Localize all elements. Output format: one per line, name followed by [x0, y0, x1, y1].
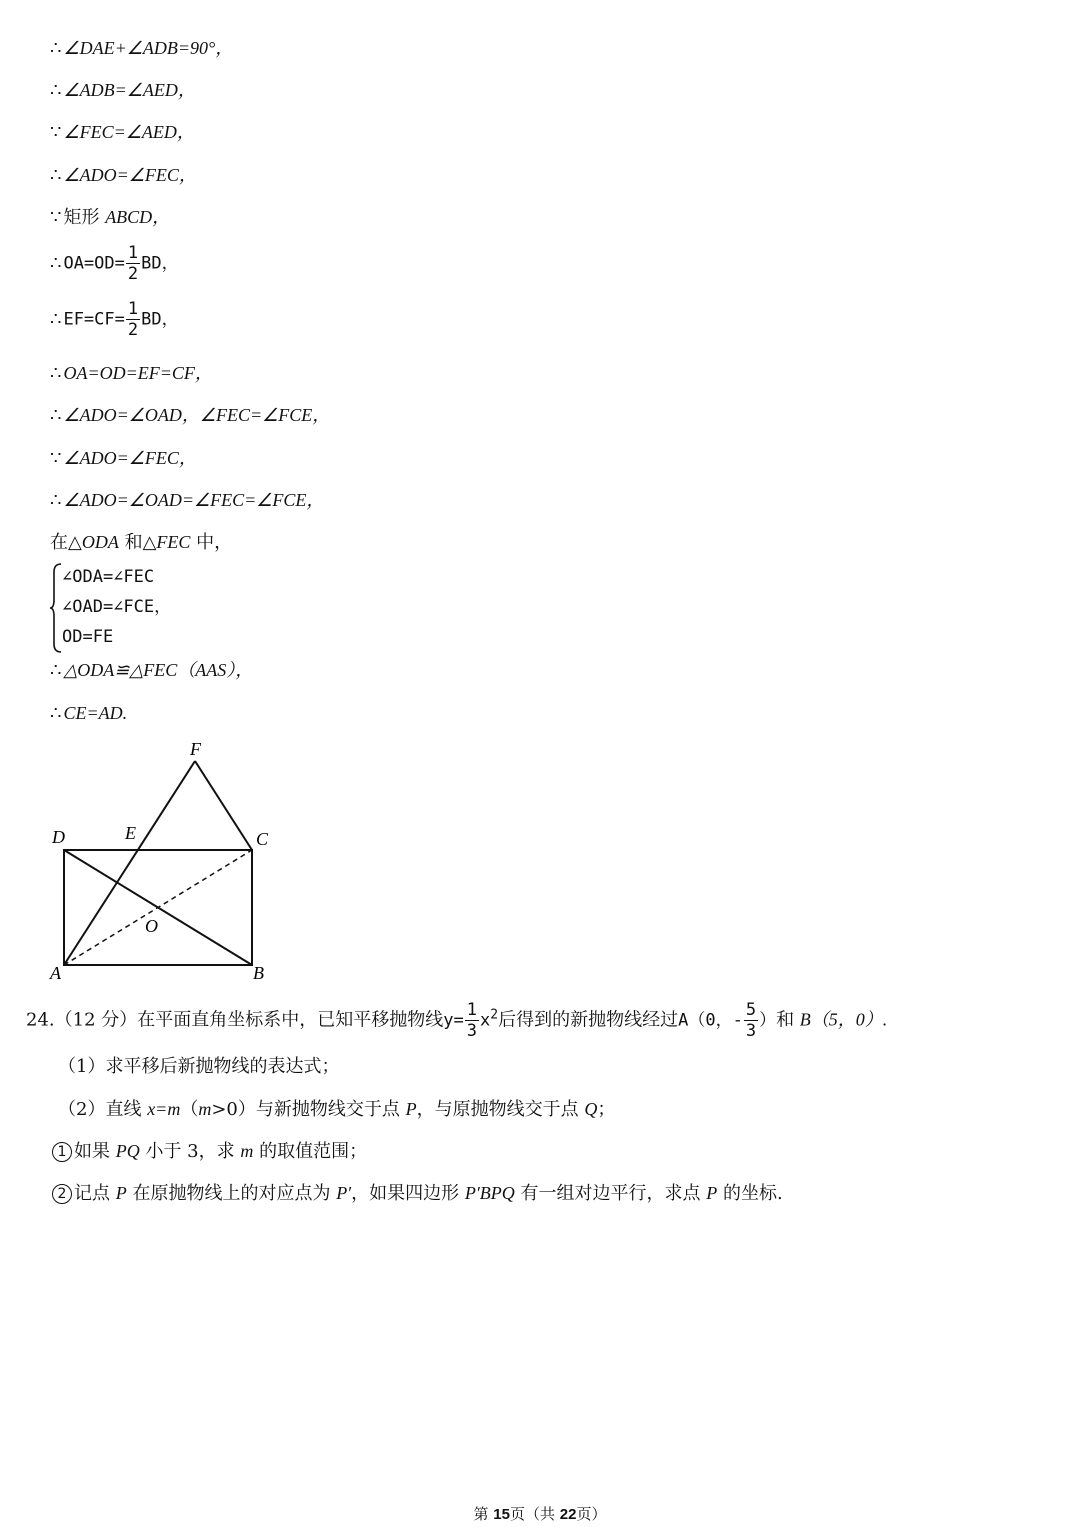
proof-line-7: ∴ EF=CF= $\frac{1}{2}$ BD，: [50, 299, 179, 340]
label-e: E: [125, 823, 136, 843]
proof-line-11: ∴ ∠ADO=∠OAD=∠FEC=∠FCE，: [50, 490, 325, 511]
page-number: 15: [493, 1506, 510, 1523]
fraction-half: $\frac{1}{2}$: [127, 299, 139, 340]
question-24-part-1: （1）求平移后新抛物线的表达式；: [58, 1056, 340, 1077]
circled-number-1: 1: [52, 1142, 72, 1162]
circled-number-2: 2: [52, 1184, 72, 1204]
proof-line-13: ∴ △ODA≌△FEC（AAS），: [50, 660, 254, 681]
proof-line-2: ∴ ∠ADB=∠AED，: [50, 80, 196, 101]
fraction-one-third: $\frac{1}{3}$: [466, 1000, 478, 1041]
label-a: A: [50, 963, 61, 983]
proof-line-14: ∴ CE=AD.: [50, 703, 128, 724]
question-24-stem: 24.（12 分）在平面直角坐标系中，已知平移抛物线y= $\frac{1}{3}$ $x^2$后得到的新抛物线经过A（0，- $\frac{5}{3}$ ）和 B（5，0）.: [26, 1000, 888, 1041]
system-row-2: ∠OAD=∠FCE，: [62, 597, 172, 617]
label-b: B: [253, 963, 264, 983]
label-d: D: [52, 827, 65, 847]
system-row-1: ∠ODA=∠FEC: [62, 567, 155, 587]
proof-line-8: ∴ OA=OD=EF=CF，: [50, 363, 213, 384]
proof-line-10: ∵ ∠ADO=∠FEC，: [50, 448, 197, 469]
label-o: O: [145, 916, 158, 936]
system-row-3: OD=FE: [62, 627, 114, 647]
proof-line-6: ∴ OA=OD= $\frac{1}{2}$ BD，: [50, 243, 179, 284]
proof-line-4: ∴ ∠ADO=∠FEC，: [50, 165, 197, 186]
label-f: F: [190, 739, 201, 759]
page-total: 22: [559, 1506, 577, 1523]
therefore-symbol: ∴: [50, 38, 62, 59]
fraction-five-thirds: $\frac{5}{3}$: [745, 1000, 757, 1041]
proof-line-9: ∴ ∠ADO=∠OAD，∠FEC=∠FCE，: [50, 405, 331, 426]
question-24-sub-1: 1 如果 PQ 小于 3，求 m 的取值范围；: [52, 1139, 367, 1164]
page-footer: 第 15页（共 22页）: [473, 1505, 607, 1523]
label-c: C: [256, 829, 269, 849]
proof-line-5: ∵ 矩形 ABCD，: [50, 207, 171, 228]
question-24-sub-2: 2 记点 P 在原抛物线上的对应点为 P′，如果四边形 P′BPQ 有一组对边平行，求点 P 的坐标.: [52, 1181, 783, 1206]
proof-line-1: ∴ ∠DAE+∠ADB=90°，: [50, 38, 234, 59]
proof-line-12: 在△ODA 和△FEC 中，: [50, 532, 233, 553]
proof-line-3: ∵ ∠FEC=∠AED，: [50, 122, 195, 143]
geometry-figure: [40, 735, 280, 985]
segment-fc: [195, 761, 252, 850]
question-24-part-2: （2）直线 x=m（m>0）与新抛物线交于点 P，与原抛物线交于点 Q；: [58, 1099, 616, 1120]
fraction-half: $\frac{1}{2}$: [127, 243, 139, 284]
equation-system: [50, 562, 250, 654]
